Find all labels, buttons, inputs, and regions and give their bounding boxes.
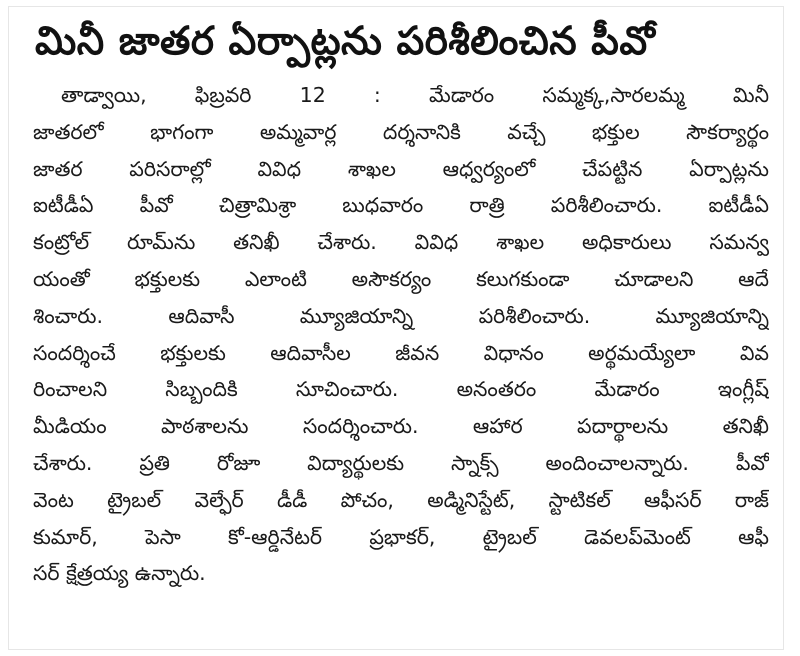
- article-line: కుమార్, పెసా కో-ఆర్డినేటర్ ప్రభాకర్, ట్రైబల్ డెవలప్‌మెంట్ ఆఫీ: [33, 524, 769, 549]
- article-line: వెంట ట్రైబల్ వెల్ఫేర్ డీడీ పోచం, అడ్మినిస్టేట్, స్టాటికల్ ఆఫీసర్ రాజ్: [33, 487, 769, 512]
- article-line: కంట్రోల్ రూమ్‌ను తనిఖీ చేశారు. వివిధ శాఖల అధికారులు సమన్వ: [33, 230, 769, 255]
- article-line: సందర్శించే భక్తులకు ఆదివాసీల జీవన విధానం అర్థమయ్యేలా వివ: [33, 340, 769, 365]
- article-line: మీడియం పాఠశాలను సందర్శించారు. ఆహార పదార్థాలను తనిఖీ: [33, 414, 769, 439]
- article-line: తాడ్వాయి, ఫిబ్రవరి 12 : మేడారం సమ్మక్క,సారలమ్మ మినీ: [61, 83, 769, 107]
- article-body: [33, 77, 769, 592]
- article-headline: మినీ జాతర ఏర్పాట్లను పరిశీలించిన పీవో: [35, 19, 656, 64]
- article-line: యంతో భక్తులకు ఎలాంటి అసౌకర్యం కలుగకుండా చూడాలని ఆదే: [33, 266, 769, 291]
- article-line: సర్ క్షేత్రయ్య ఉన్నారు.: [33, 561, 206, 586]
- article-line: రించాలని సిబ్బందికి సూచించారు. అనంతరం మేడారం ఇంగ్లీష్: [33, 377, 769, 402]
- article-line: ఐటీడీఏ పీవో చిత్రామిశ్రా బుధవారం రాత్రి పరిశీలించారు. ఐటీడీఏ: [33, 193, 769, 218]
- article-line: చేశారు. ప్రతి రోజూ విద్యార్థులకు స్నాక్స్ అందించాలన్నారు. పీవో: [33, 450, 769, 475]
- newspaper-clipping: [8, 6, 784, 650]
- article-line: జాతరలో భాగంగా అమ్మవార్ల దర్శనానికి వచ్చే భక్తుల సౌకర్యార్థం: [33, 119, 769, 144]
- article-line: జాతర పరిసరాల్లో వివిధ శాఖల ఆధ్వర్యంలో చేపట్టిన ఏర్పాట్లను: [33, 156, 769, 181]
- article-line: శించారు. ఆదివాసీ మ్యూజియాన్ని పరిశీలించారు. మ్యూజియాన్ని: [33, 303, 769, 328]
